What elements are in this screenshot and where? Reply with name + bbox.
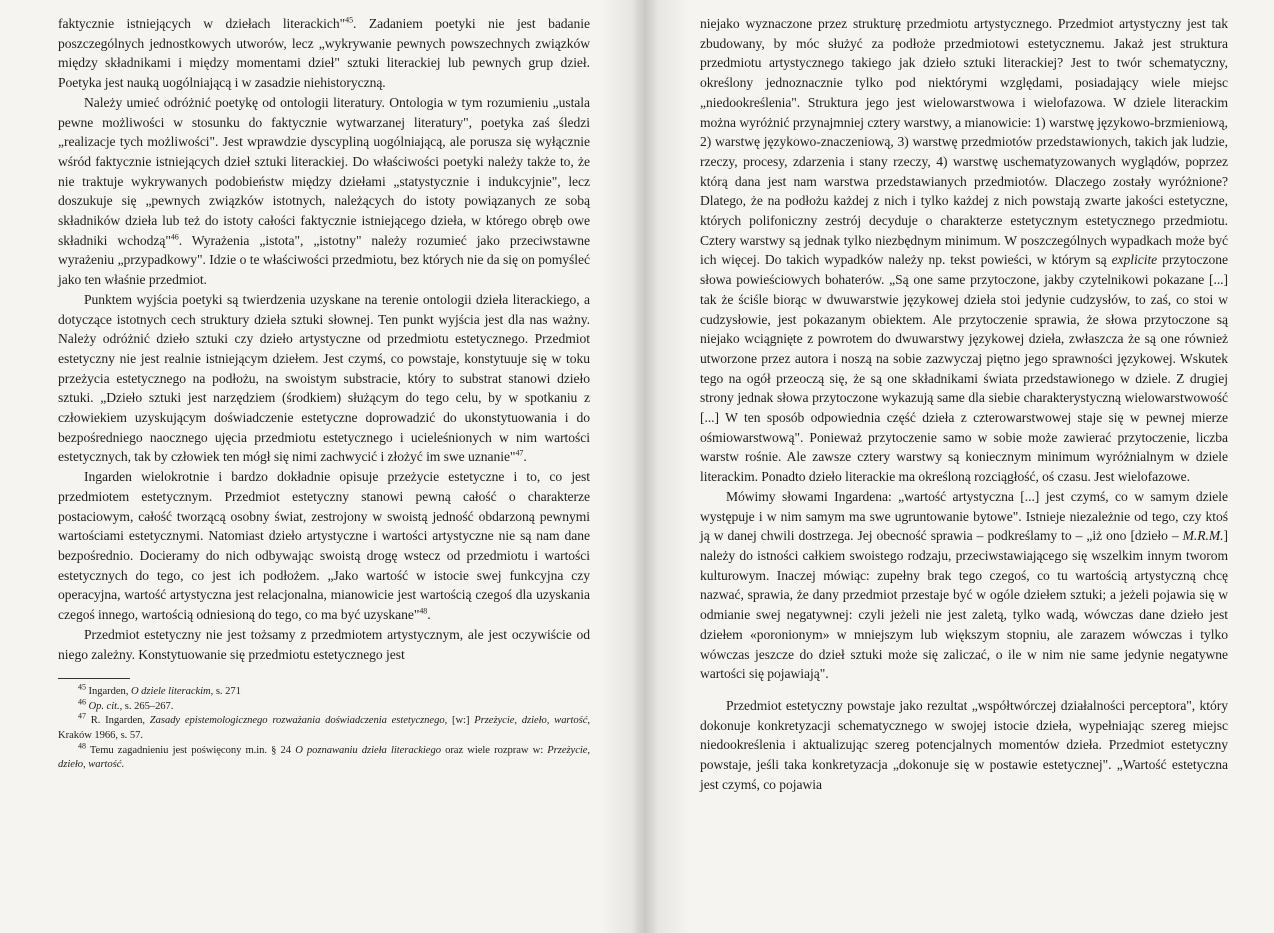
footnote-ref-48: 48 xyxy=(419,606,428,616)
left-paragraph-5: Przedmiot estetyczny nie jest tożsamy z przedmiotem artystycznym, ale jest oczywiście od niego zależny. Konstytuowanie się przedmiotu estetycznego jest xyxy=(58,626,590,662)
footnote-ref-45: 45 xyxy=(345,15,354,25)
left-paragraph-4: Ingarden wielokrotnie i bardzo dokładnie opisuje przeżycie estetyczne i to, co jest przedmiotem estetycznym. Przedmiot estetyczny stanowi pewną całość o charakterze postaciowym, całość tworzącą osobny świat, zestrojony w swoistą jedność obdarzoną pewnymi wartościami estetycznymi. Natomiast dzieło artystyczne i wartości artystyczne nie są nam dane bezpośrednio. Docieramy do nich odbywając swoistą drogę wstecz od przedmiotu i wartości estetycznych do tego, co jest ich podłożem. „Jako wartość w istocie swej funkcyjna czy operacyjna, wartość artystyczna jest relacjonalna, mianowicie jest wartością czegoś dla uzyskania czegoś innego, wartością odniesioną do tego, co ma być uzyskane"$^{48}$. xyxy=(58,469,590,623)
right-paragraph-2: Mówimy słowami Ingardena: „wartość artystyczna [...] jest czymś, co w samym dziele występuje i w nim samym ma swe ugruntowanie bytowe". Istnieje niezależnie od tego, czy ktoś ją w danej chwili dostrzega. Jej obecność sprawia – podkreślamy to – „iż ono [dzieło – M.R.M.] należy do istności całkiem swoistego rodzaju, przeciwstawiającego się wszelkim innym tworom kulturowym. Inaczej mówiąc: zupełny brak tego czegoś, co tu wartością artystyczną chcę nazwać, sprawia, że dany przedmiot przestaje być w ogóle dziełem sztuki; a jeżeli pojawia się w odmianie swej negatywnej: czyli jeżeli nie jest zaletą, tylko wadą, wówczas dane dzieło jest dziełem «poronionym» w mniejszym lub większym stopniu, ale zarazem wówczas i tylko wówczas jeszcze do dzieł sztuki może się zaliczać, o ile w nim nie same jedynie negatywne wartości się pojawiają". xyxy=(700,488,1228,682)
left-paragraph-3: Punktem wyjścia poetyki są twierdzenia uzyskane na terenie ontologii dzieła literackiego, a dotyczące istotnych cech struktury dzieła sztuki słownej. Ten punkt wyjścia jest dla nas ważny. Należy odróżnić dzieło sztuki czy dzieło artystyczne od przedmiotu estetycznego. Przedmiot estetyczny nie jest realnie istniejącym dziełem. Jest czymś, co powstaje, konstytuuje się w toku przeżycia estetycznego na podłożu, na swoistym substracie, który to substrat stanowi dzieło sztuki. „Dzieło sztuki jest narzędziem (środkiem) służącym do tego celu, by w spotkaniu z człowiekiem uzyskującym doświadczenie estetyczne doprowadzić do ukonstytuowania i do bezpośredniego naocznego ujęcia przedmiotu estetycznego i ucieleśnionych w nim wartości estetycznych, tak by człowiek ten mógł się nimi zachwycić i złożyć im swe uznanie"$^{47}$. xyxy=(58,291,590,465)
right-paragraph-3: Przedmiot estetyczny powstaje jako rezultat „współtwórczej działalności perceptora", który dokonuje konkretyzacji schematycznego w swojej istocie dzieła, wypełniając szereg miejsc niedookreślenia i aktualizując szereg potencjalnych momentów dzieła. Przedmiot estetyczny powstaje, jeśli taka konkretyzacja „dokonuje się w postawie estetycznej". „Wartość estetyczna jest czymś, co pojawia xyxy=(700,697,1228,792)
footnote-47: $^{47}$ R. Ingarden, Zasady epistemologicznego rozważania doświadczenia estetycznego, [w:] Przeżycie, dzieło, wartość, Kraków 1966, s. 57. xyxy=(58,711,590,741)
left-text-column xyxy=(58,14,590,773)
left-paragraph-1: faktycznie istniejących w dziełach literackich"$^{45}$. Zadaniem poetyki nie jest badanie poszczególnych jednostkowych utworów, lecz „wykrywanie pewnych powszechnych związków między składnikami i między momentami dzieł" sztuki literackiej lub pewnych grup dzieł. Poetyka jest nauką uogólniającą i w zasadzie niehistoryczną. xyxy=(58,15,590,91)
right-text-column xyxy=(700,14,1228,794)
left-paragraph-2: Należy umieć odróżnić poetykę od ontologii literatury. Ontologia w tym rozumieniu „ustala pewne możliwości w stosunku do faktycznie wytwarzanej literatury", poetyka zaś śledzi „realizacje tych możliwości". Jest wprawdzie dyscypliną uogólniającą, ale porusza się wyłącznie wśród faktycznie istniejących dzieł sztuki literackiej. Do właściwości poetyki należy także to, że nie traktuje wykrywanych podobieństw między dziełami „statystycznie i indukcyjnie", lecz doszukuje się „pewnych związków istotnych, należących do istoty powiązanych ze sobą składników dzieła lub też do istoty całości faktycznie istniejącego dzieła, w którego obręb owe składniki wchodzą"$^{46}$. Wyrażenia „istota", „istotny" należy rozumieć jako przeciwstawne wyrażeniu „przypadkowy". Idzie o te właściwości przedmiotu, bez których nie da się on pomyśleć jako ten właśnie przedmiot. xyxy=(58,94,590,288)
right-page xyxy=(638,0,1274,933)
footnote-45: $^{45}$ Ingarden, O dziele literackim, s. 271 xyxy=(78,682,241,698)
footnotes xyxy=(58,682,590,773)
footnote-ref-47: 47 xyxy=(515,448,524,458)
footnote-46: $^{46}$ Op. cit., s. 265–267. xyxy=(78,697,174,712)
footnote-48: $^{48}$ Temu zagadnieniu jest poświęcony m.in. § 24 O poznawaniu dzieła literackiego oraz wiele rozpraw w: Przeżycie, dzieło, wartość. xyxy=(58,741,590,771)
footnote-rule xyxy=(58,678,130,679)
footnote-ref-46: 46 xyxy=(170,232,179,242)
right-paragraph-1: niejako wyznaczone przez strukturę przedmiotu artystycznego. Przedmiot artystyczny jest tak zbudowany, by móc służyć za podłoże przedmiotowi estetycznemu. Jakaż jest struktura przedmiotu artystycznego takiego jak dzieło sztuki literackiej? Jest to twór schematyczny, określony jednoznacznie tylko pod niektórymi względami, posiadający wiele miejsc „niedookreślenia". Struktura jego jest wielowarstwowa i wielofazowa. W dziele literackim można wyróżnić przynajmniej cztery warstwy, a mianowicie: 1) warstwę językowo-brzmieniową, 2) warstwę językowo-znaczeniową, 3) warstwę przedmiotów przedstawionych, takich jak ludzie, rzeczy, procesy, zdarzenia i stany rzeczy, 4) warstwę uschematyzowanych wyglądów, poprzez którą dana jest nam warstwa przedstawianych przedmiotów. Dlaczego zostały wyróżnione? Dlatego, że na podłożu każdej z nich i tylko każdej z nich powstają zwarte jakości estetyczne, których polifoniczny zestrój decyduje o charakterze estetycznym estetycznego przedmiotu. Cztery warstwy są jednak tylko niezbędnym minimum. W poszczególnych wypadkach może być ich więcej. Do takich wypadków należy np. tekst powieści, w którym są explicite przytoczone słowa powieściowych bohaterów. „Są one same przytoczone, jakby czytelnikowi pokazane [...] tak że ściśle biorąc w dwuwarstwie językowej dzieła stoi jedynie cudzysłów, to zaś, co stoi w cudzysłowie, jest pokazanym obiektem. Ale przytoczenie sprawia, że słowa przytoczone są niejako wciągnięte z powrotem do dwuwarstwy językowej dzieła, zwłaszcza że są one również utworzone przez autora i noszą na sobie zazwyczaj piętno jego sprawności językowej. Wskutek tego na ogół przeoczą się, że są one składnikami świata przedstawionego w dziele. Z drugiej strony jednak słowa przytoczone wykazują same dla siebie charakterystyczną wielowarstwowość [...] W ten sposób odpowiednia część dzieła z czterowarstwowej staje się w pewnej mierze ośmiowarstwową". Ponieważ przytoczenie samo w sobie może zawierać przytoczenie, liczba warstw rośnie. Ale zawsze cztery warstwy są koniecznym minimum wyróżnialnym w dziele literackim. Ponadto dzieło literackie ma określoną rozciągłość, oś czasu. Jest wielofazowe. xyxy=(700,16,1228,485)
